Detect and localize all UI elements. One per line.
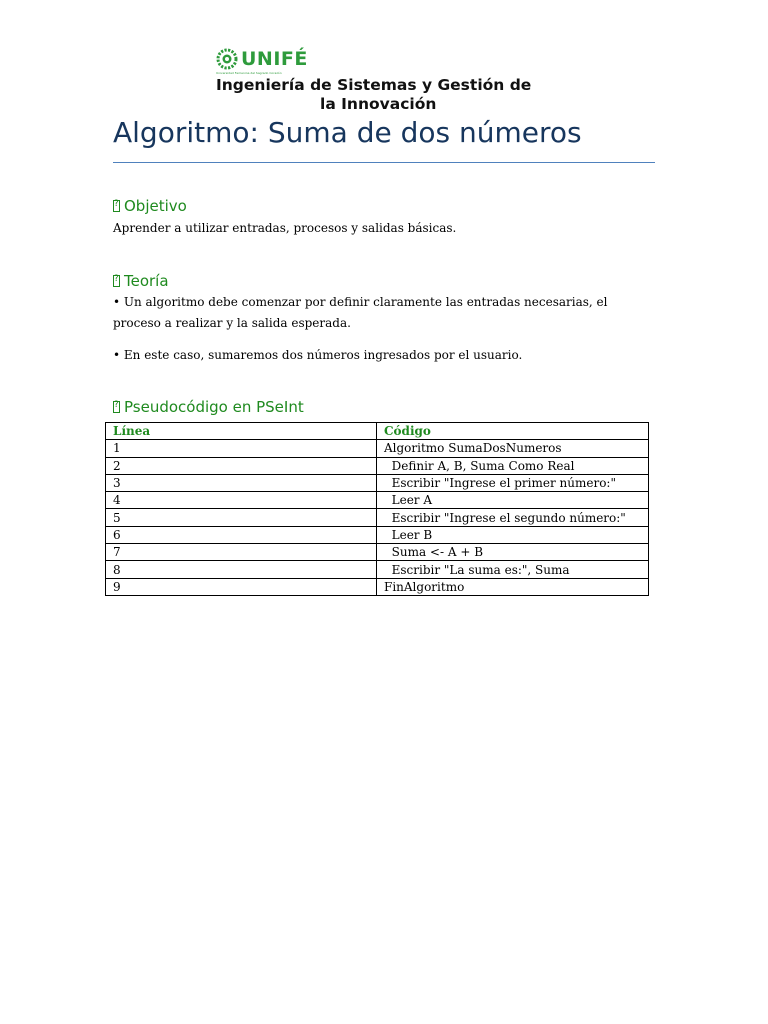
banner-title-line2: la Innovación (320, 95, 437, 113)
line-number-cell: 8 (106, 561, 377, 578)
code-cell: Suma <- A + B (377, 544, 649, 561)
title-divider (113, 162, 655, 163)
table-row (106, 457, 649, 474)
column-header-codigo: Código (377, 423, 649, 440)
line-number-cell: 7 (106, 544, 377, 561)
pseudocode-table (105, 422, 649, 596)
page-title: Algoritmo: Suma de dos números (113, 116, 582, 149)
table-row (106, 578, 649, 595)
code-cell: Leer B (377, 526, 649, 543)
line-number-cell: 9 (106, 578, 377, 595)
missing-glyph-box-icon (113, 200, 120, 212)
banner-title-line1: Ingeniería de Sistemas y Gestión de (216, 76, 532, 94)
line-number-cell: 4 (106, 492, 377, 509)
heading-teoria (113, 272, 169, 290)
code-cell: Escribir "La suma es:", Suma (377, 561, 649, 578)
missing-glyph-box-icon (113, 275, 120, 287)
teoria-bullet-1: • Un algoritmo debe comenzar por definir claramente las entradas necesarias, el proceso a realizar y la salida esperada. (113, 295, 608, 330)
unife-seal-icon (216, 48, 238, 70)
line-number-cell: 1 (106, 440, 377, 457)
table-row (106, 544, 649, 561)
code-cell: Escribir "Ingrese el primer número:" (377, 474, 649, 491)
line-number-cell: 2 (106, 457, 377, 474)
line-number-cell: 3 (106, 474, 377, 491)
table-row (106, 526, 649, 543)
heading-pseudocodigo-label: Pseudocódigo en PSeInt (124, 398, 304, 416)
heading-teoria-label: Teoría (124, 272, 169, 290)
logo-text: UNIFÉ (241, 48, 308, 70)
table-row (106, 509, 649, 526)
objetivo-text: Aprender a utilizar entradas, procesos y salidas básicas. (113, 221, 457, 235)
missing-glyph-box-icon (113, 401, 120, 413)
line-number-cell: 5 (106, 509, 377, 526)
heading-pseudocodigo (113, 398, 304, 416)
code-cell: Escribir "Ingrese el segundo número:" (377, 509, 649, 526)
code-cell: Algoritmo SumaDosNumeros (377, 440, 649, 457)
teoria-bullet-2: • En este caso, sumaremos dos números ingresados por el usuario. (113, 348, 523, 362)
table-row (106, 561, 649, 578)
unife-logo (216, 48, 308, 70)
code-cell: Leer A (377, 492, 649, 509)
code-cell: FinAlgoritmo (377, 578, 649, 595)
column-header-linea: Línea (106, 423, 377, 440)
table-row (106, 474, 649, 491)
heading-objetivo-label: Objetivo (124, 197, 187, 215)
line-number-cell: 6 (106, 526, 377, 543)
logo-subtext: Universidad Femenina del Sagrado Corazón (216, 71, 282, 75)
table-row (106, 440, 649, 457)
table-row (106, 492, 649, 509)
table-header-row (106, 423, 649, 440)
heading-objetivo (113, 197, 187, 215)
code-cell: Definir A, B, Suma Como Real (377, 457, 649, 474)
header-banner (212, 46, 554, 114)
